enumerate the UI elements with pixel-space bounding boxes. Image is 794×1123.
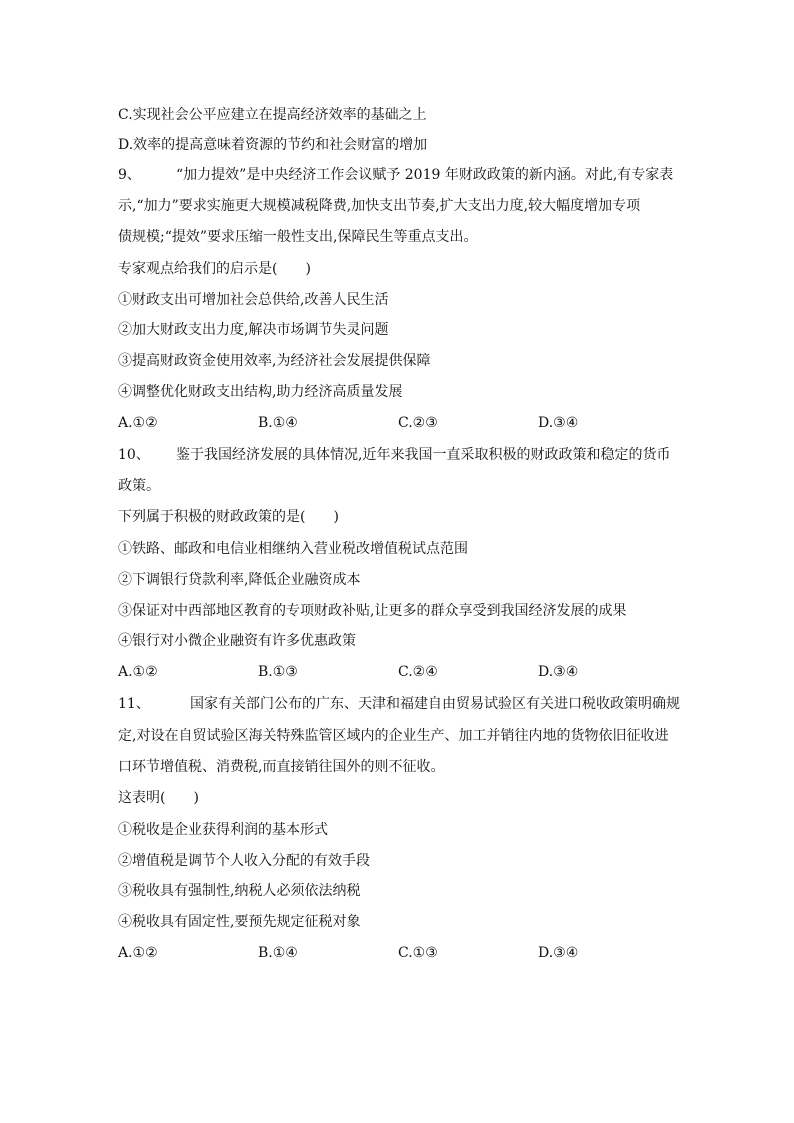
q11-item-4: ④税收具有固定性,要预先规定征税对象 — [118, 914, 361, 930]
q10-stem-line2: 政策。 — [118, 478, 160, 494]
q10-number: 10、 — [118, 447, 150, 463]
q11-stem-line3: 口环节增值税、消费税,而直接销往国外的则不征收。 — [118, 759, 445, 775]
q9-choice-b[interactable]: B.①④ — [258, 415, 298, 431]
q10-stem-line1 — [118, 445, 688, 465]
q9-item-3: ③提高财政资金使用效率,为经济社会发展提供保障 — [118, 353, 431, 369]
q11-stem-text1: 国家有关部门公布的广东、天津和福建自由贸易试验区有关进口税收政策明确规 — [190, 696, 680, 712]
q10-item-1: ①铁路、邮政和电信业相继纳入营业税改增值税试点范围 — [118, 541, 468, 557]
q11-choice-d[interactable]: D.③④ — [538, 945, 579, 961]
q11-item-2: ②增值税是调节个人收入分配的有效手段 — [118, 853, 370, 869]
q10-choice-b[interactable]: B.①③ — [258, 664, 298, 680]
q10-choice-c[interactable]: C.②④ — [398, 664, 438, 680]
q9-stem-text1: “加力提效”是中央经济工作会议赋予 2019 年财政政策的新内涵。对此,有专家表 — [176, 167, 674, 183]
q11-item-3: ③税收具有强制性,纳税人必须依法纳税 — [118, 883, 361, 899]
q11-choice-c[interactable]: C.①③ — [398, 945, 438, 961]
q10-choice-d[interactable]: D.③④ — [538, 664, 579, 680]
q8-option-d: D.效率的提高意味着资源的节约和社会财富的增加 — [118, 137, 428, 153]
q9-item-4: ④调整优化财政支出结构,助力经济高质量发展 — [118, 384, 403, 400]
q9-prompt: 专家观点给我们的启示是( ) — [118, 261, 311, 277]
q9-choice-a[interactable]: A.①② — [118, 415, 158, 431]
q9-stem-line3: 债规模;“提效”要求压缩一般性支出,保障民生等重点支出。 — [118, 229, 478, 245]
q10-choice-a[interactable]: A.①② — [118, 664, 158, 680]
q11-stem-line1 — [118, 694, 688, 714]
q11-choice-a[interactable]: A.①② — [118, 945, 158, 961]
q11-number: 11、 — [118, 696, 150, 712]
q9-choice-d[interactable]: D.③④ — [538, 415, 579, 431]
q11-choices — [118, 943, 678, 963]
q9-stem-line1 — [118, 165, 688, 185]
q9-number: 9、 — [118, 167, 141, 183]
q9-stem-line2: 示,“加力”要求实施更大规模减税降费,加快支出节奏,扩大支出力度,较大幅度增加专项 — [118, 198, 641, 214]
q11-choice-b[interactable]: B.①④ — [258, 945, 298, 961]
q10-prompt: 下列属于积极的财政政策的是( ) — [118, 509, 339, 525]
q9-choice-c[interactable]: C.②③ — [398, 415, 438, 431]
q9-choices — [118, 413, 678, 433]
q8-option-c: C.实现社会公平应建立在提高经济效率的基础之上 — [118, 107, 427, 123]
q11-stem-line2: 定,对设在自贸试验区海关特殊监管区域内的企业生产、加工并销往内地的货物依旧征收进 — [118, 728, 669, 744]
q10-choices — [118, 662, 678, 682]
q11-item-1: ①税收是企业获得利润的基本形式 — [118, 822, 328, 838]
q10-item-4: ④银行对小微企业融资有许多优惠政策 — [118, 633, 356, 649]
q9-item-1: ①财政支出可增加社会总供给,改善人民生活 — [118, 292, 389, 308]
q11-prompt: 这表明( ) — [118, 790, 199, 806]
q10-item-3: ③保证对中西部地区教育的专项财政补贴,让更多的群众享受到我国经济发展的成果 — [118, 603, 627, 619]
q10-item-2: ②下调银行贷款利率,降低企业融资成本 — [118, 572, 361, 588]
q9-item-2: ②加大财政支出力度,解决市场调节失灵问题 — [118, 322, 389, 338]
q10-stem-text1: 鉴于我国经济发展的具体情况,近年来我国一直采取积极的财政政策和稳定的货币 — [176, 447, 671, 463]
